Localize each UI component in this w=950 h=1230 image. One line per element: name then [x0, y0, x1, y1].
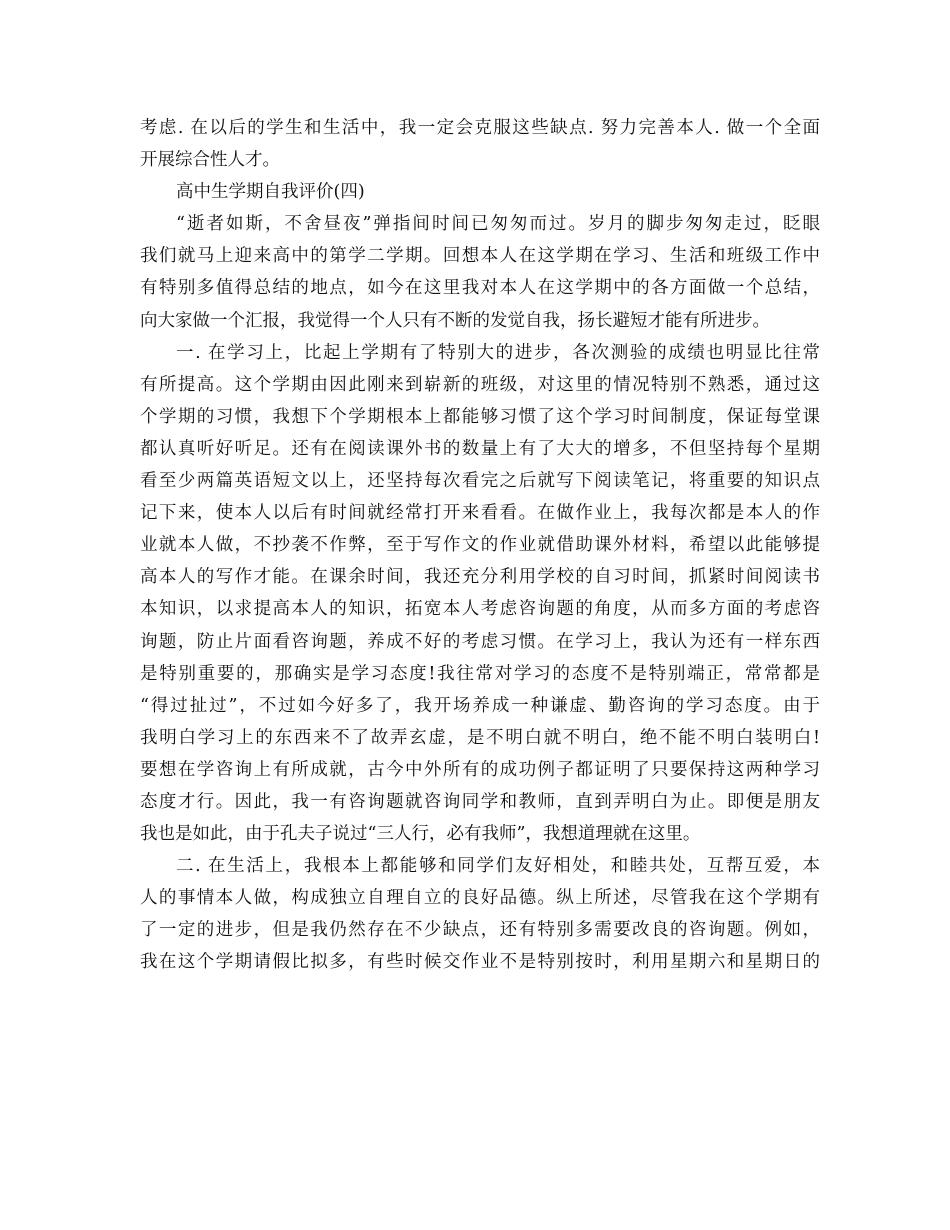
text-line: “得过扯过”，不过如今好多了，我开场养成一种谦虚、勤咨询的学习态度。由于: [140, 695, 820, 716]
text-line: 记下来，使本人以后有时间就经常打开来看看。在做作业上，我每次都是本人的作: [140, 503, 820, 524]
text-line: 业就本人做，不抄袭不作弊，至于写作文的作业就借助课外材料，希望以此能够提: [140, 535, 820, 556]
text-line: 本知识，以求提高本人的知识，拓宽本人考虑咨询题的角度，从而多方面的考虑咨: [140, 599, 820, 620]
text-line: 我在这个学期请假比拟多，有些时候交作业不是特别按时，利用星期六和星期日的: [140, 952, 820, 973]
text-line: 考虑. 在以后的学生和生活中，我一定会克服这些缺点. 努力完善本人. 做一个全面: [140, 118, 820, 138]
text-line: 人的事情本人做，构成独立自理自立的良好品德。纵上所述，尽管我在这个学期有: [140, 888, 820, 909]
text-line: 态度才行。因此，我一有咨询题就咨询同学和教师，直到弄明白为止。即便是朋友: [140, 791, 820, 812]
text-line: 二. 在生活上，我根本上都能够和同学们友好相处，和睦共处，互帮互爱，本: [176, 856, 820, 877]
text-line: 高本人的写作才能。在课余时间，我还充分利用学校的自习时间，抓紧时间阅读书: [140, 567, 820, 588]
text-line: 高中生学期自我评价(四): [176, 182, 365, 203]
text-line: 我明白学习上的东西来不了故弄玄虚，是不明白就不明白，绝不能不明白装明白!: [140, 727, 820, 748]
text-line: 一. 在学习上，比起上学期有了特别大的进步，各次测验的成绩也明显比往常: [176, 342, 820, 363]
text-line: 我们就马上迎来高中的第学二学期。回想本人在这学期在学习、生活和班级工作中: [140, 246, 820, 267]
text-line: 询题，防止片面看咨询题，养成不好的考虑习惯。在学习上，我认为还有一样东西: [140, 631, 820, 652]
text-line: 有所提高。这个学期由因此刚来到崭新的班级，对这里的情况特别不熟悉，通过这: [140, 374, 820, 395]
text-line: 要想在学咨询上有所成就，古今中外所有的成功例子都证明了只要保持这两种学习: [140, 759, 820, 780]
document-body: [140, 112, 820, 979]
text-line: 了一定的进步，但是我仍然存在不少缺点，还有特别多需要改良的咨询题。例如，: [140, 920, 820, 941]
text-line: 个学期的习惯，我想下个学期根本上都能够习惯了这个学习时间制度，保证每堂课: [140, 406, 820, 427]
text-line: 是特别重要的，那确实是学习态度!我往常对学习的态度不是特别端正，常常都是: [140, 663, 820, 684]
text-line: 看至少两篇英语短文以上，还坚持每次看完之后就写下阅读笔记，将重要的知识点: [140, 471, 820, 492]
text-line: “逝者如斯，不舍昼夜”弹指间时间已匆匆而过。岁月的脚步匆匆走过，眨眼: [176, 214, 820, 235]
text-line: 有特别多值得总结的地点，如今在这里我对本人在这学期中的各方面做一个总结，: [140, 278, 820, 299]
text-line: 我也是如此，由于孔夫子说过“三人行，必有我师”，我想道理就在这里。: [140, 824, 701, 845]
text-line: 都认真听好听足。还有在阅读课外书的数量上有了大大的增多，不但坚持每个星期: [140, 438, 820, 459]
text-line: 开展综合性人才。: [140, 150, 280, 171]
text-line: 向大家做一个汇报，我觉得一个人只有不断的发觉自我，扬长避短才能有所进步。: [140, 310, 770, 331]
